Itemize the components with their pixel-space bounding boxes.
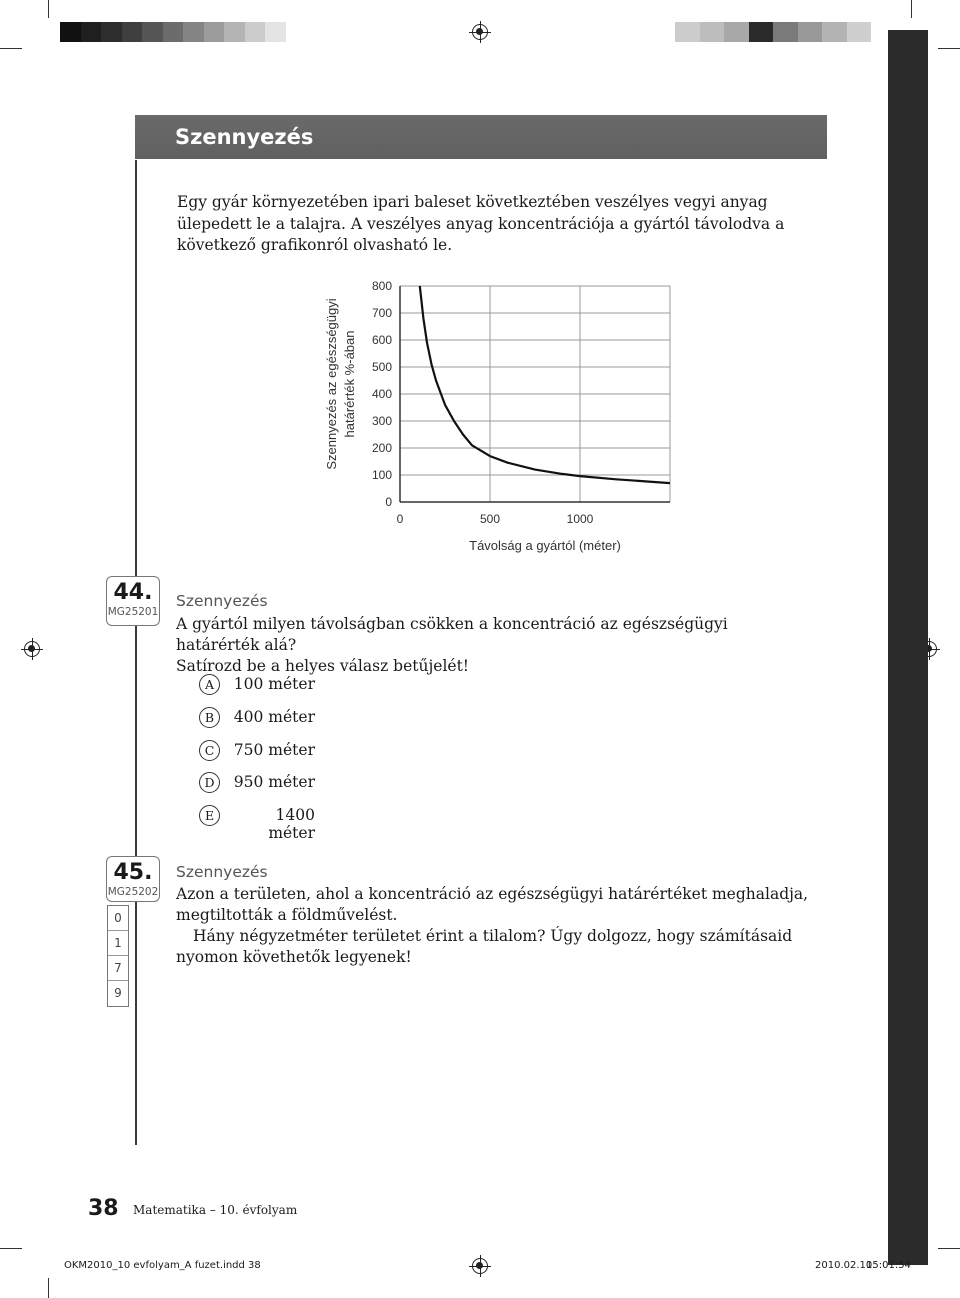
slug-time: 15:01:54 bbox=[866, 1260, 911, 1271]
option-b-text: 400 méter bbox=[233, 708, 315, 726]
question-text bbox=[176, 614, 816, 677]
x-axis-label: Távolság a gyártól (méter) bbox=[469, 538, 621, 553]
y-tick-label: 300 bbox=[371, 414, 392, 428]
question-title: Szennyezés bbox=[176, 592, 268, 610]
option-c-text: 750 méter bbox=[233, 741, 315, 759]
question-paragraph: Hány négyzetméter területet érint a tilalom? Úgy dolgozz, hogy számításaid nyomon követhetők legyenek! bbox=[176, 927, 793, 966]
slug-date: 2010.02.10. bbox=[815, 1260, 876, 1271]
option-e-bubble[interactable]: E bbox=[199, 805, 220, 826]
series-line bbox=[420, 286, 670, 483]
question-title: Szennyezés bbox=[176, 863, 268, 881]
color-swatch bbox=[60, 22, 81, 42]
option-d-text: 950 méter bbox=[233, 773, 315, 791]
y-axis-label: határérték %-ában bbox=[342, 330, 357, 438]
color-swatch bbox=[183, 22, 204, 42]
question-code: MG25202 bbox=[107, 886, 159, 898]
y-tick-label: 500 bbox=[371, 360, 392, 374]
color-swatch bbox=[204, 22, 225, 42]
page-edge-bar bbox=[888, 30, 928, 1265]
slug-filename: OKM2010_10 evfolyam_A fuzet.indd 38 bbox=[64, 1260, 261, 1271]
color-swatch bbox=[245, 22, 266, 42]
color-swatch bbox=[749, 22, 774, 42]
question-number-box bbox=[106, 856, 160, 902]
y-tick-label: 700 bbox=[371, 306, 392, 320]
color-swatch bbox=[122, 22, 143, 42]
question-code: MG25201 bbox=[107, 606, 159, 618]
crop-mark-icon bbox=[48, 0, 49, 18]
section-title: Szennyezés bbox=[175, 125, 314, 149]
option-a-bubble[interactable]: A bbox=[199, 674, 220, 695]
crop-mark-icon bbox=[938, 48, 960, 49]
y-tick-label: 400 bbox=[371, 387, 392, 401]
option-c-bubble[interactable]: C bbox=[199, 740, 220, 761]
option-e-text: 1400 méter bbox=[268, 806, 315, 842]
crop-mark-icon bbox=[911, 0, 912, 18]
crop-mark-icon bbox=[0, 48, 22, 49]
concentration-chart bbox=[300, 270, 700, 560]
score-column bbox=[107, 905, 129, 1007]
option-d-bubble[interactable]: D bbox=[199, 772, 220, 793]
color-swatch bbox=[724, 22, 749, 42]
x-tick-label: 0 bbox=[396, 512, 404, 526]
registration-mark-icon bbox=[472, 1258, 488, 1274]
score-cell[interactable]: 1 bbox=[108, 931, 128, 956]
crop-mark-icon bbox=[48, 1278, 49, 1298]
page-number: 38 bbox=[88, 1196, 119, 1221]
question-number: 45. bbox=[113, 860, 153, 885]
y-tick-label: 0 bbox=[385, 495, 392, 509]
question-paragraph: Azon a területen, ahol a koncentráció az egészségügyi határértéket meghaladja, megtiltották a földművelést. bbox=[176, 885, 809, 924]
registration-mark-icon bbox=[472, 24, 488, 40]
x-tick-label: 500 bbox=[479, 512, 501, 526]
color-swatch bbox=[101, 22, 122, 42]
question-text-line: A gyártól milyen távolságban csökken a koncentráció az egészségügyi határérték alá? bbox=[176, 615, 728, 654]
crop-mark-icon bbox=[0, 1248, 22, 1249]
color-swatch bbox=[224, 22, 245, 42]
color-swatch bbox=[822, 22, 847, 42]
color-swatch bbox=[675, 22, 700, 42]
score-cell[interactable]: 9 bbox=[114, 986, 122, 1000]
intro-text: Egy gyár környezetében ipari baleset következtében veszélyes vegyi anyag ülepedett le a talajra. A veszélyes anyag koncentrációja a gyártól távolodva a következő grafikonról olvasható le. bbox=[177, 193, 785, 254]
color-swatch bbox=[700, 22, 725, 42]
question-number: 44. bbox=[113, 580, 153, 605]
registration-mark-icon bbox=[24, 641, 40, 657]
y-tick-label: 200 bbox=[371, 441, 392, 455]
score-cell[interactable]: 7 bbox=[108, 956, 128, 981]
option-a-text: 100 méter bbox=[233, 675, 315, 693]
color-swatch bbox=[163, 22, 184, 42]
color-swatch bbox=[773, 22, 798, 42]
color-swatch bbox=[265, 22, 286, 42]
color-swatch bbox=[847, 22, 872, 42]
question-instruction: Satírozd be a helyes válasz betűjelét! bbox=[176, 657, 470, 675]
color-swatch bbox=[81, 22, 102, 42]
margin-rule bbox=[135, 160, 137, 1145]
x-tick-label: 1000 bbox=[566, 512, 594, 526]
y-tick-label: 800 bbox=[371, 279, 392, 293]
question-text bbox=[176, 884, 816, 968]
crop-mark-icon bbox=[938, 1248, 960, 1249]
section-header bbox=[135, 115, 827, 159]
y-tick-label: 100 bbox=[371, 468, 392, 482]
option-b-bubble[interactable]: B bbox=[199, 707, 220, 728]
y-axis-label: Szennyezés az egészségügyi bbox=[324, 298, 339, 470]
y-tick-label: 600 bbox=[371, 333, 392, 347]
question-number-box bbox=[106, 576, 160, 626]
score-cell[interactable]: 0 bbox=[108, 906, 128, 931]
footer-subject: Matematika – 10. évfolyam bbox=[133, 1203, 298, 1217]
color-swatch bbox=[142, 22, 163, 42]
color-swatch bbox=[798, 22, 823, 42]
